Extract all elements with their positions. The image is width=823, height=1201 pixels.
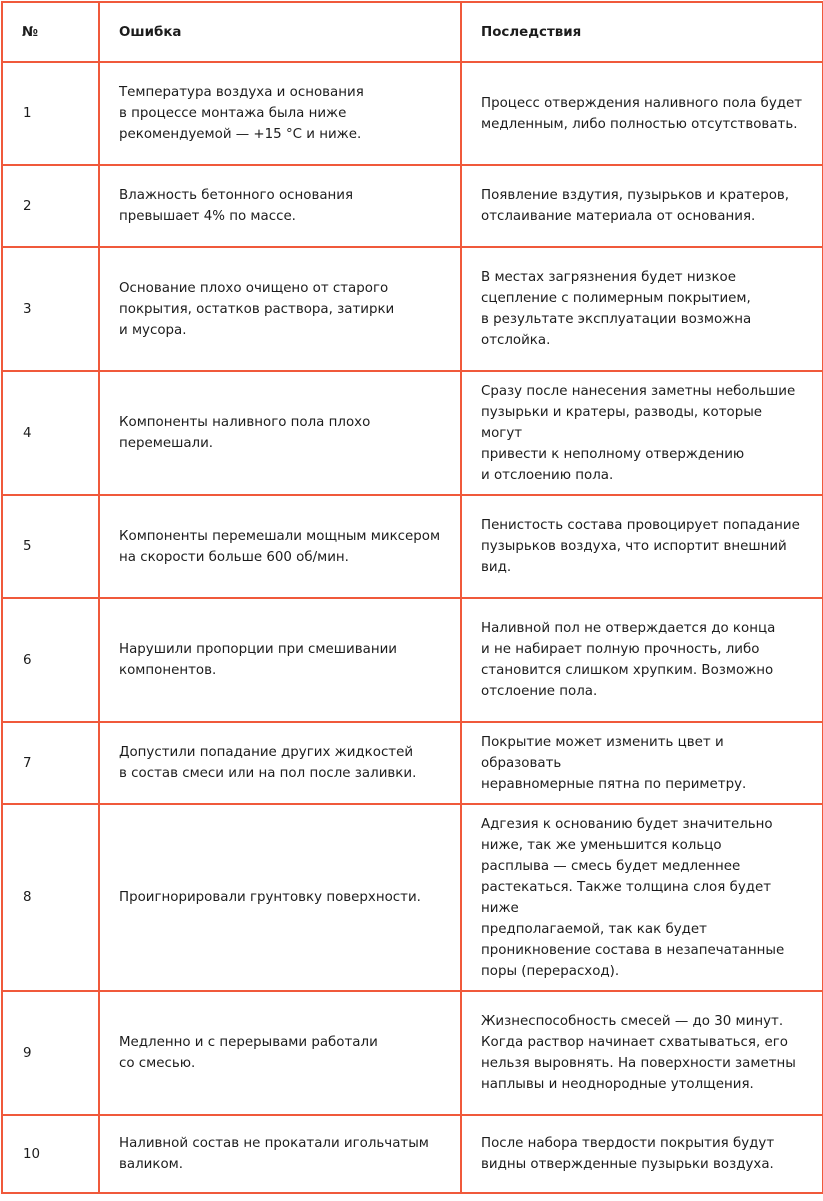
row-number: 6 bbox=[2, 598, 99, 722]
errors-table bbox=[1, 1, 823, 1194]
header-number: № bbox=[2, 2, 99, 62]
error-cell: Влажность бетонного основания превышает 4% по массе. bbox=[99, 165, 461, 247]
error-cell: Медленно и с перерывами работали со смесью. bbox=[99, 991, 461, 1115]
consequence-cell: Жизнеспособность смесей — до 30 минут. Когда раствор начинает схватываться, его нельзя выровнять. На поверхности заметны наплывы и неоднородные утолщения. bbox=[461, 991, 823, 1115]
table-row bbox=[2, 165, 823, 247]
consequence-cell: Наливной пол не отверждается до конца и не набирает полную прочность, либо становится слишком хрупким. Возможно отслоение пола. bbox=[461, 598, 823, 722]
row-number: 10 bbox=[2, 1115, 99, 1193]
table-row bbox=[2, 247, 823, 371]
row-number: 1 bbox=[2, 62, 99, 165]
error-cell: Нарушили пропорции при смешивании компонентов. bbox=[99, 598, 461, 722]
error-cell: Основание плохо очищено от старого покрытия, остатков раствора, затирки и мусора. bbox=[99, 247, 461, 371]
table-row bbox=[2, 1115, 823, 1193]
table-row bbox=[2, 598, 823, 722]
error-cell: Допустили попадание других жидкостей в состав смеси или на пол после заливки. bbox=[99, 722, 461, 804]
row-number: 8 bbox=[2, 804, 99, 991]
error-cell: Температура воздуха и основания в процессе монтажа была ниже рекомендуемой — +15 °С и ниже. bbox=[99, 62, 461, 165]
consequence-cell: Покрытие может изменить цвет и образовать неравномерные пятна по периметру. bbox=[461, 722, 823, 804]
consequence-cell: В местах загрязнения будет низкое сцепление с полимерным покрытием, в результате эксплуатации возможна отслойка. bbox=[461, 247, 823, 371]
header-consequence: Последствия bbox=[461, 2, 823, 62]
row-number: 7 bbox=[2, 722, 99, 804]
row-number: 2 bbox=[2, 165, 99, 247]
error-cell: Наливной состав не прокатали игольчатым валиком. bbox=[99, 1115, 461, 1193]
consequence-cell: Появление вздутия, пузырьков и кратеров, отслаивание материала от основания. bbox=[461, 165, 823, 247]
table-row bbox=[2, 991, 823, 1115]
consequence-cell: Процесс отверждения наливного пола будет медленным, либо полностью отсутствовать. bbox=[461, 62, 823, 165]
row-number: 4 bbox=[2, 371, 99, 495]
row-number: 5 bbox=[2, 495, 99, 598]
error-cell: Компоненты перемешали мощным миксером на скорости больше 600 об/мин. bbox=[99, 495, 461, 598]
consequence-cell: Адгезия к основанию будет значительно ниже, так же уменьшится кольцо расплыва — смесь будет медленнее растекаться. Также толщина слоя будет ниже предполагаемой, так как будет проникновение состава в незапечатанные поры (перерасход). bbox=[461, 804, 823, 991]
header-error: Ошибка bbox=[99, 2, 461, 62]
consequence-cell: Сразу после нанесения заметны небольшие пузырьки и кратеры, разводы, которые могут привести к неполному отверждению и отслоению пола. bbox=[461, 371, 823, 495]
table-row bbox=[2, 722, 823, 804]
error-cell: Проигнорировали грунтовку поверхности. bbox=[99, 804, 461, 991]
table-row bbox=[2, 804, 823, 991]
consequence-cell: Пенистость состава провоцирует попадание пузырьков воздуха, что испортит внешний вид. bbox=[461, 495, 823, 598]
row-number: 9 bbox=[2, 991, 99, 1115]
consequence-cell: После набора твердости покрытия будут видны отвержденные пузырьки воздуха. bbox=[461, 1115, 823, 1193]
error-cell: Компоненты наливного пола плохо перемешали. bbox=[99, 371, 461, 495]
header-row bbox=[2, 2, 823, 62]
table-row bbox=[2, 371, 823, 495]
table-row bbox=[2, 495, 823, 598]
row-number: 3 bbox=[2, 247, 99, 371]
table-row bbox=[2, 62, 823, 165]
